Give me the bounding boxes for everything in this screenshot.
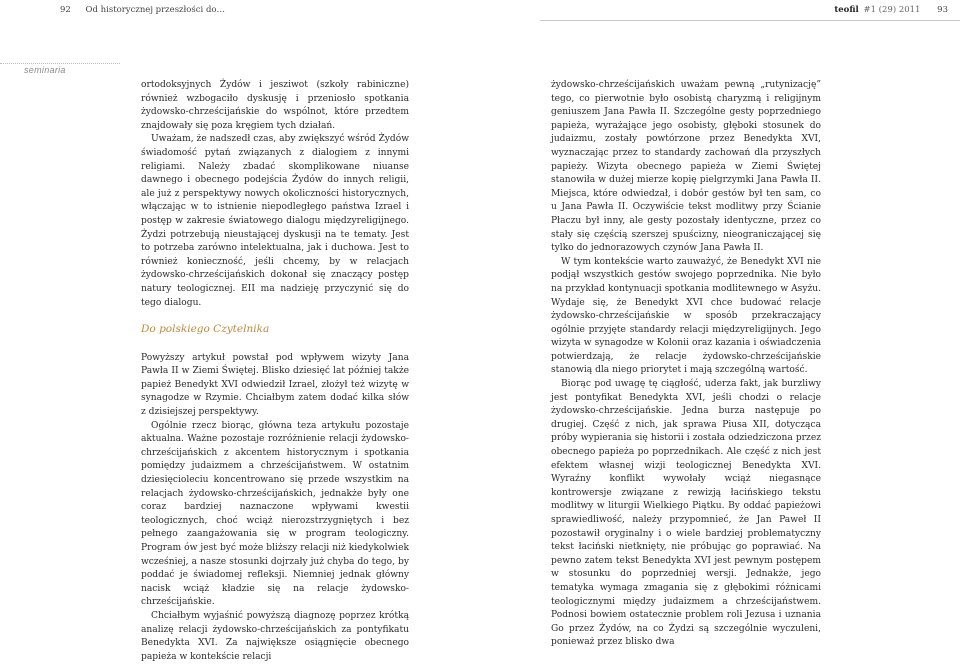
right-text-column — [551, 79, 821, 648]
header-divider — [540, 20, 960, 21]
left-text-column — [141, 79, 409, 662]
paragraph: Uważam, że nadszedł czas, aby zwiększyć wśród Żydów świadomość pytań związanych z dialogiem z innymi religiami. Należy zbadać skomplikowane niuanse dawnego i obecnego podejścia Żydów do innych religii, ale już z perspektywy nowych okoliczności historycznych, włączając w to istnienie niepodległego państwa Izrael i postęp w zakresie światowego dialogu międzyreligijnego. Żydzi potrzebują nieustającej dyskusji na te tematy. Jest to potrzeba zarówno intelektualna, jak i duchowa. Jest to również konieczność, jeśli chcemy, by w relacjach żydowsko-chrześcijańskich dokonał się znaczący postęp natury teologicznej. EII ma nadzieję przyczynić się do tego dialogu. — [141, 134, 409, 308]
running-title: Od historycznej przeszłości do… — [85, 5, 226, 15]
paragraph: W tym kontekście warto zauważyć, że Benedykt XVI nie podjął wszystkich gestów swojego poprzednika. Nie było na przykład kontynuacji spotkania modlitewnego w Asyżu. Wydaje się, że Benedykt XVI chce budować relacje żydowsko-chrześcijańskie w sposób przekraczający ogólnie przyjęte standardy relacji międzyreligijnych. Jego wizyta w synagodze w Kolonii oraz kazania i oświadczenia potwierdzają, że relacje żydowsko-chrześcijańskie stanowią dla niego priorytet i mają szczególną wartość. — [551, 256, 821, 376]
section-label: seminaria — [24, 65, 66, 75]
paragraph: Powyższy artykuł powstał pod wpływem wizyty Jana Pawła II w Ziemi Świętej. Blisko dziesięć lat później także papież Benedykt XVI odwiedził Izrael, złożył też wizytę w synagodze w Rzymie. Chciałbym zatem dodać kilka słów z dzisiejszej perspektywy. — [141, 352, 409, 418]
paragraph: Chciałbym wyjaśnić powyższą diagnozę poprzez krótką analizę relacji żydowsko-chrześcijańskich za pontyfikatu Benedykta XVI. Za największe osiągnięcie obecnego papieża w kontekście relacji — [141, 610, 409, 662]
magazine-name: teofil — [834, 5, 859, 15]
section-divider — [0, 63, 120, 64]
paragraph: Biorąc pod uwagę tę ciągłość, uderza fakt, jak burzliwy jest pontyfikat Benedykta XVI, jeśli chodzi o relacje żydowsko-chrześcijańskie. Jedna burza następuje po drugiej. Część z nich, jak sprawa Piusa XII, dotycząca próby wypierania się historii i została odziedziczona przez obecnego papieża po poprzednikach. Ale część z nich jest efektem własnej wizji teologicznej Benedykta XVI. Wyraźny konflikt wywołały wciąż niegasnące kontrowersje związane z rewizją łacińskiego tekstu modlitwy w liturgii Wielkiego Piątku. By oddać papieżowi sprawiedliwość, należy przypomnieć, że Jan Paweł II pozostawił oryginalny i o wiele bardziej problematyczny tekst łaciński nietknięty, nie próbując go poprawiać. Na pewno zatem tekst Benedykta XVI jest pewnym postępem w stosunku do poprzedniej wersji. Jednakże, jego tematyka wymaga zmagania się z głębokimi różnicami teologicznymi między judaizmem a chrześcijaństwem. Podnosi bowiem ostatecznie problem roli Jezusa i uznania Go przez Żydów, na co Żydzi są szczególnie wyczuleni, ponieważ przez blisko dwa — [551, 379, 821, 648]
right-page-header — [834, 5, 948, 15]
left-page-number: 92 — [60, 5, 71, 15]
left-page-header — [60, 5, 225, 15]
paragraph: żydowsko-chrześcijańskich uważam pewną „rutynizację” tego, co pierwotnie było osobistą charyzmą i religijnym geniuszem Jana Pawła II. Szczególne gesty poprzedniego papieża, wyrażające jego osobisty, głęboki stosunek do judaizmu, zostały powtórzone przez Benedykta XVI, wyznaczając przez to standardy zachowań dla przyszłych papieży. Wizyta obecnego papieża w Ziemi Świętej stanowiła w dużej mierze kopię pielgrzymki Jana Pawła II. Miejsca, które odwiedzał, i dobór gestów był ten sam, co u Jana Pawła II. Oczywiście tekst modlitwy przy Ścianie Płaczu był inny, ale gesty pozostały identyczne, przez co stały się częścią szerszej spuścizny, nieograniczającej się tylko do jednorazowych czynów Jana Pawła II. — [551, 80, 821, 254]
issue-label: #1 (29) 2011 — [863, 5, 921, 15]
paragraph: ortodoksyjnych Żydów i jesziwot (szkoły rabiniczne) również wzbogaciło dyskusję i przeniosło spotkania żydowsko-chrześcijańskie do wspólnot, które przedtem znajdowały się poza kręgiem tych działań. — [141, 80, 409, 131]
right-page-number: 93 — [937, 5, 948, 15]
section-subheading: Do polskiego Czytelnika — [141, 323, 270, 336]
paragraph: Ogólnie rzecz biorąc, główna teza artykułu pozostaje aktualna. Ważne pozostaje rozróżnienie relacji żydowsko-chrześcijańskich z akcentem historycznym i spotkania pomiędzy judaizmem a chrześcijaństwem. W ostatnim dziesięcioleciu koncentrowano się przede wszystkim na relacjach żydowsko-chrześcijańskich, jednakże były one coraz bardziej naznaczone wpływami kwestii teologicznych, choć wciąż nierozstrzygniętych i bez pełnego zaangażowania się w program teologiczny. Program ów jest być może bliższy relacji niż kiedykolwiek wcześniej, a nasze stosunki dojrzały już chyba do tego, by poddać je świadomej refleksji. Niemniej jednak główny nacisk wciąż kładzie się na relacje żydowsko-chrześcijańskie. — [141, 420, 409, 608]
